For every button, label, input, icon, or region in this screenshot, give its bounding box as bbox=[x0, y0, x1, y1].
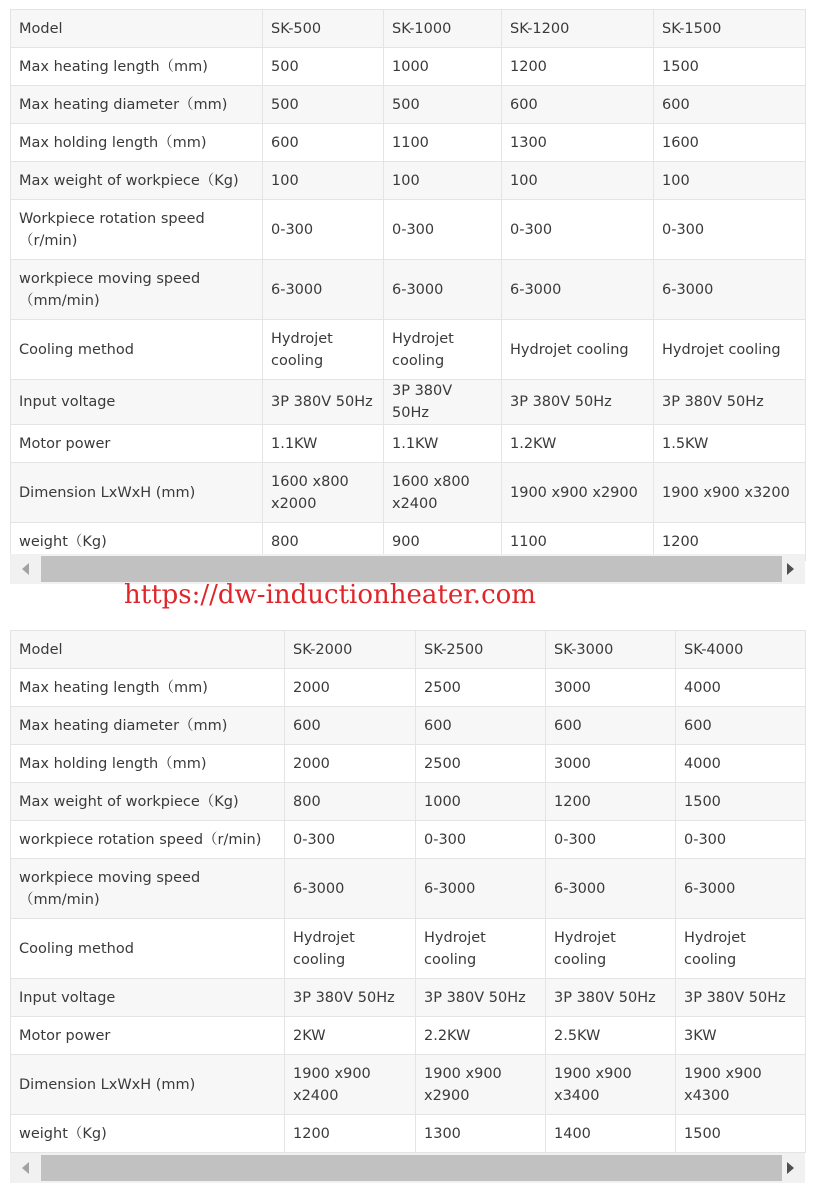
value-cell: 1500 bbox=[676, 783, 806, 821]
value-cell: 1900 x900 x2400 bbox=[285, 1055, 416, 1115]
value-cell: 600 bbox=[654, 86, 806, 124]
value-cell: 600 bbox=[285, 707, 416, 745]
chevron-left-icon bbox=[22, 563, 29, 575]
row-label-cell: Dimension LxWxH (mm) bbox=[11, 463, 263, 523]
value-cell: 0-300 bbox=[546, 821, 676, 859]
value-cell: 800 bbox=[285, 783, 416, 821]
table-row bbox=[11, 669, 806, 707]
row-label-cell: Input voltage bbox=[11, 380, 263, 425]
table-row bbox=[11, 162, 806, 200]
row-label-cell: Model bbox=[11, 631, 285, 669]
value-cell: SK-1000 bbox=[384, 10, 502, 48]
chevron-right-icon bbox=[787, 1162, 794, 1174]
value-cell: Hydrojet cooling bbox=[654, 320, 806, 380]
value-cell: 6-3000 bbox=[384, 260, 502, 320]
scroll-left-button-1[interactable] bbox=[10, 554, 40, 584]
value-cell: 1600 x800 x2000 bbox=[263, 463, 384, 523]
value-cell: 1500 bbox=[654, 48, 806, 86]
value-cell: 0-300 bbox=[384, 200, 502, 260]
row-label-cell: workpiece moving speed（mm/min) bbox=[11, 260, 263, 320]
value-cell: 6-3000 bbox=[263, 260, 384, 320]
value-cell: 1900 x900 x2900 bbox=[502, 463, 654, 523]
value-cell: Hydrojet cooling bbox=[285, 919, 416, 979]
value-cell: 1.2KW bbox=[502, 425, 654, 463]
value-cell: 1300 bbox=[416, 1115, 546, 1153]
value-cell: Hydrojet cooling bbox=[384, 320, 502, 380]
value-cell: 1000 bbox=[416, 783, 546, 821]
row-label-cell: weight（Kg) bbox=[11, 1115, 285, 1153]
row-label-cell: Max heating length（mm) bbox=[11, 48, 263, 86]
value-cell: 100 bbox=[502, 162, 654, 200]
value-cell: 3P 380V 50Hz bbox=[676, 979, 806, 1017]
value-cell: 1000 bbox=[384, 48, 502, 86]
row-label-cell: Motor power bbox=[11, 425, 263, 463]
value-cell: Hydrojet cooling bbox=[416, 919, 546, 979]
spec-table-2-body bbox=[11, 631, 806, 1153]
scroll-right-button-2[interactable] bbox=[775, 1153, 805, 1183]
row-label-cell: Max weight of workpiece（Kg) bbox=[11, 162, 263, 200]
value-cell: 1100 bbox=[502, 523, 654, 561]
value-cell: Hydrojet cooling bbox=[502, 320, 654, 380]
value-cell: 100 bbox=[384, 162, 502, 200]
value-cell: 1200 bbox=[285, 1115, 416, 1153]
value-cell: 3P 380V 50Hz bbox=[416, 979, 546, 1017]
row-label-cell: Model bbox=[11, 10, 263, 48]
row-label-cell: workpiece moving speed（mm/min) bbox=[11, 859, 285, 919]
value-cell: 1900 x900 x3200 bbox=[654, 463, 806, 523]
value-cell: 3P 380V 50Hz bbox=[546, 979, 676, 1017]
table-row bbox=[11, 380, 806, 425]
value-cell: 800 bbox=[263, 523, 384, 561]
scroll-left-button-2[interactable] bbox=[10, 1153, 40, 1183]
value-cell: 6-3000 bbox=[676, 859, 806, 919]
row-label-cell: Max heating diameter（mm) bbox=[11, 707, 285, 745]
value-cell: 1600 x800 x2400 bbox=[384, 463, 502, 523]
row-label-cell: Dimension LxWxH (mm) bbox=[11, 1055, 285, 1115]
value-cell: 3000 bbox=[546, 745, 676, 783]
value-cell: SK-4000 bbox=[676, 631, 806, 669]
value-cell: 2500 bbox=[416, 745, 546, 783]
value-cell: 0-300 bbox=[502, 200, 654, 260]
table-row bbox=[11, 463, 806, 523]
value-cell: 0-300 bbox=[263, 200, 384, 260]
value-cell: 600 bbox=[502, 86, 654, 124]
value-cell: 2000 bbox=[285, 669, 416, 707]
table-row bbox=[11, 1055, 806, 1115]
row-label-cell: weight（Kg) bbox=[11, 523, 263, 561]
value-cell: Hydrojet cooling bbox=[676, 919, 806, 979]
value-cell: 500 bbox=[384, 86, 502, 124]
scrollbar-thumb-1[interactable] bbox=[41, 556, 782, 582]
value-cell: 500 bbox=[263, 86, 384, 124]
value-cell: 0-300 bbox=[676, 821, 806, 859]
value-cell: SK-2500 bbox=[416, 631, 546, 669]
row-label-cell: Max holding length（mm) bbox=[11, 124, 263, 162]
value-cell: 3P 380V 50Hz bbox=[502, 380, 654, 425]
row-label-cell: Input voltage bbox=[11, 979, 285, 1017]
table-row bbox=[11, 320, 806, 380]
value-cell: 6-3000 bbox=[416, 859, 546, 919]
value-cell: 0-300 bbox=[285, 821, 416, 859]
table-row bbox=[11, 260, 806, 320]
value-cell: 4000 bbox=[676, 669, 806, 707]
row-label-cell: Max heating diameter（mm) bbox=[11, 86, 263, 124]
value-cell: 2000 bbox=[285, 745, 416, 783]
value-cell: 1.5KW bbox=[654, 425, 806, 463]
table-row bbox=[11, 631, 806, 669]
value-cell: 600 bbox=[546, 707, 676, 745]
horizontal-scrollbar-2[interactable] bbox=[10, 1153, 805, 1183]
row-label-cell: Max holding length（mm) bbox=[11, 745, 285, 783]
table-row bbox=[11, 859, 806, 919]
spec-table-2-container bbox=[10, 630, 805, 1153]
spec-table-2 bbox=[10, 630, 806, 1153]
value-cell: SK-2000 bbox=[285, 631, 416, 669]
table-row bbox=[11, 821, 806, 859]
table-row bbox=[11, 200, 806, 260]
value-cell: 0-300 bbox=[654, 200, 806, 260]
value-cell: 1.1KW bbox=[263, 425, 384, 463]
row-label-cell: Workpiece rotation speed（r/min) bbox=[11, 200, 263, 260]
value-cell: 1600 bbox=[654, 124, 806, 162]
table-row bbox=[11, 979, 806, 1017]
value-cell: 2KW bbox=[285, 1017, 416, 1055]
table-row bbox=[11, 425, 806, 463]
table-row bbox=[11, 86, 806, 124]
value-cell: 1900 x900 x3400 bbox=[546, 1055, 676, 1115]
value-cell: 2.5KW bbox=[546, 1017, 676, 1055]
value-cell: SK-1500 bbox=[654, 10, 806, 48]
watermark-url: https://dw-inductionheater.com bbox=[124, 580, 536, 610]
value-cell: 600 bbox=[416, 707, 546, 745]
row-label-cell: workpiece rotation speed（r/min) bbox=[11, 821, 285, 859]
value-cell: 3P 380V 50Hz bbox=[285, 979, 416, 1017]
row-label-cell: Cooling method bbox=[11, 320, 263, 380]
value-cell: 3KW bbox=[676, 1017, 806, 1055]
value-cell: 3P 380V 50Hz bbox=[263, 380, 384, 425]
value-cell: SK-1200 bbox=[502, 10, 654, 48]
value-cell: 600 bbox=[263, 124, 384, 162]
value-cell: 3000 bbox=[546, 669, 676, 707]
scrollbar-thumb-2[interactable] bbox=[41, 1155, 782, 1181]
spec-table-1-body bbox=[11, 10, 806, 561]
table-row bbox=[11, 10, 806, 48]
table-row bbox=[11, 1115, 806, 1153]
row-label-cell: Max heating length（mm) bbox=[11, 669, 285, 707]
value-cell: 1200 bbox=[546, 783, 676, 821]
value-cell: 1900 x900 x4300 bbox=[676, 1055, 806, 1115]
table-row bbox=[11, 783, 806, 821]
value-cell: 6-3000 bbox=[654, 260, 806, 320]
value-cell: Hydrojet cooling bbox=[546, 919, 676, 979]
value-cell: 4000 bbox=[676, 745, 806, 783]
table-row bbox=[11, 707, 806, 745]
row-label-cell: Cooling method bbox=[11, 919, 285, 979]
value-cell: 100 bbox=[654, 162, 806, 200]
value-cell: 900 bbox=[384, 523, 502, 561]
scroll-right-button-1[interactable] bbox=[775, 554, 805, 584]
value-cell: 1500 bbox=[676, 1115, 806, 1153]
value-cell: 6-3000 bbox=[285, 859, 416, 919]
row-label-cell: Max weight of workpiece（Kg) bbox=[11, 783, 285, 821]
value-cell: 2.2KW bbox=[416, 1017, 546, 1055]
value-cell: 1400 bbox=[546, 1115, 676, 1153]
table-row bbox=[11, 745, 806, 783]
value-cell: 6-3000 bbox=[502, 260, 654, 320]
row-label-cell: Motor power bbox=[11, 1017, 285, 1055]
value-cell: 3P 380V 50Hz bbox=[654, 380, 806, 425]
table-row bbox=[11, 919, 806, 979]
value-cell: 1.1KW bbox=[384, 425, 502, 463]
chevron-left-icon bbox=[22, 1162, 29, 1174]
value-cell: SK-3000 bbox=[546, 631, 676, 669]
value-cell: 500 bbox=[263, 48, 384, 86]
table-row bbox=[11, 1017, 806, 1055]
table-row bbox=[11, 48, 806, 86]
value-cell: Hydrojet cooling bbox=[263, 320, 384, 380]
value-cell: 2500 bbox=[416, 669, 546, 707]
value-cell: 1300 bbox=[502, 124, 654, 162]
table-row bbox=[11, 124, 806, 162]
spec-table-1-container bbox=[10, 9, 805, 561]
value-cell: 1200 bbox=[654, 523, 806, 561]
chevron-right-icon bbox=[787, 563, 794, 575]
value-cell: 100 bbox=[263, 162, 384, 200]
value-cell: 0-300 bbox=[416, 821, 546, 859]
value-cell: 3P 380V 50Hz bbox=[384, 380, 502, 425]
value-cell: 1200 bbox=[502, 48, 654, 86]
value-cell: 6-3000 bbox=[546, 859, 676, 919]
spec-table-1 bbox=[10, 9, 806, 561]
value-cell: SK-500 bbox=[263, 10, 384, 48]
value-cell: 600 bbox=[676, 707, 806, 745]
value-cell: 1900 x900 x2900 bbox=[416, 1055, 546, 1115]
value-cell: 1100 bbox=[384, 124, 502, 162]
